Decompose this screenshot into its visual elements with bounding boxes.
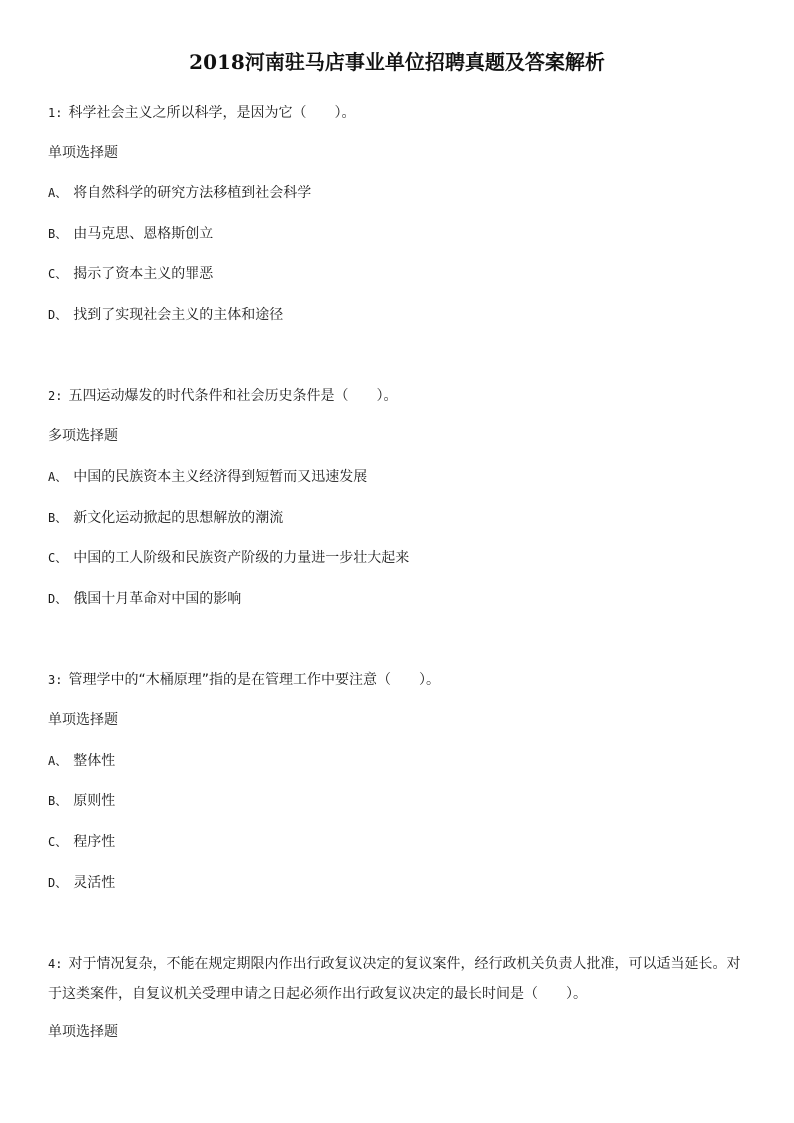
option-text: 中国的民族资本主义经济得到短暂而又迅速发展 xyxy=(73,469,368,485)
question-2-type: 多项选择题 xyxy=(48,428,118,444)
document-title: 2018河南驻马店事业单位招聘真题及答案解析 xyxy=(189,50,605,74)
option-letter: D、 xyxy=(48,876,68,890)
option-text: 整体性 xyxy=(73,753,116,769)
option-text: 找到了实现社会主义的主体和途径 xyxy=(73,307,284,323)
option-text: 程序性 xyxy=(73,834,116,850)
option-letter: A、 xyxy=(48,186,68,200)
question-2-option-d xyxy=(48,589,241,609)
option-text: 中国的工人阶级和民族资产阶级的力量进一步壮大起来 xyxy=(73,550,410,566)
option-letter: B、 xyxy=(48,511,68,525)
question-2-option-a xyxy=(48,467,367,487)
question-1-type: 单项选择题 xyxy=(48,145,118,161)
question-number: 2: xyxy=(48,389,63,403)
option-letter: A、 xyxy=(48,470,68,484)
question-text: 科学社会主义之所以科学，是因为它（ ）。 xyxy=(68,105,356,121)
question-number: 1: xyxy=(48,106,63,120)
question-3-type: 单项选择题 xyxy=(48,712,118,728)
question-1-stem xyxy=(48,103,355,123)
option-text: 原则性 xyxy=(73,793,116,809)
option-letter: C、 xyxy=(48,835,68,849)
question-2-option-b xyxy=(48,508,283,528)
question-1-option-a xyxy=(48,183,311,203)
option-text: 灵活性 xyxy=(73,875,116,891)
option-letter: C、 xyxy=(48,267,68,281)
option-text: 新文化运动掀起的思想解放的潮流 xyxy=(73,510,284,526)
option-text: 将自然科学的研究方法移植到社会科学 xyxy=(73,185,312,201)
question-3-option-c xyxy=(48,832,115,852)
question-4-stem xyxy=(48,949,754,1009)
question-2-option-c xyxy=(48,548,409,568)
option-letter: B、 xyxy=(48,794,68,808)
question-1-option-b xyxy=(48,224,213,244)
option-text: 俄国十月革命对中国的影响 xyxy=(73,591,242,607)
option-text: 揭示了资本主义的罪恶 xyxy=(73,266,214,282)
question-3-option-d xyxy=(48,873,115,893)
question-text: 管理学中的“木桶原理”指的是在管理工作中要注意（ ）。 xyxy=(68,672,440,688)
question-3-option-a xyxy=(48,751,115,771)
option-letter: D、 xyxy=(48,308,68,322)
question-1-option-c xyxy=(48,264,213,284)
question-4-type: 单项选择题 xyxy=(48,1024,118,1040)
option-letter: C、 xyxy=(48,551,68,565)
option-text: 由马克思、恩格斯创立 xyxy=(73,226,214,242)
option-letter: B、 xyxy=(48,227,68,241)
question-2-stem xyxy=(48,386,397,406)
question-text: 五四运动爆发的时代条件和社会历史条件是（ ）。 xyxy=(68,388,398,404)
option-letter: D、 xyxy=(48,592,68,606)
question-3-option-b xyxy=(48,791,115,811)
option-letter: A、 xyxy=(48,754,68,768)
question-3-stem xyxy=(48,670,440,690)
question-text: 对于情况复杂，不能在规定期限内作出行政复议决定的复议案件，经行政机关负责人批准，可以适当延长。对于这类案件，自复议机关受理申请之日起必须作出行政复议决定的最长时间是（ ）。 xyxy=(48,956,741,1002)
question-1-option-d xyxy=(48,305,283,325)
question-number: 4: xyxy=(48,957,63,971)
question-number: 3: xyxy=(48,673,63,687)
